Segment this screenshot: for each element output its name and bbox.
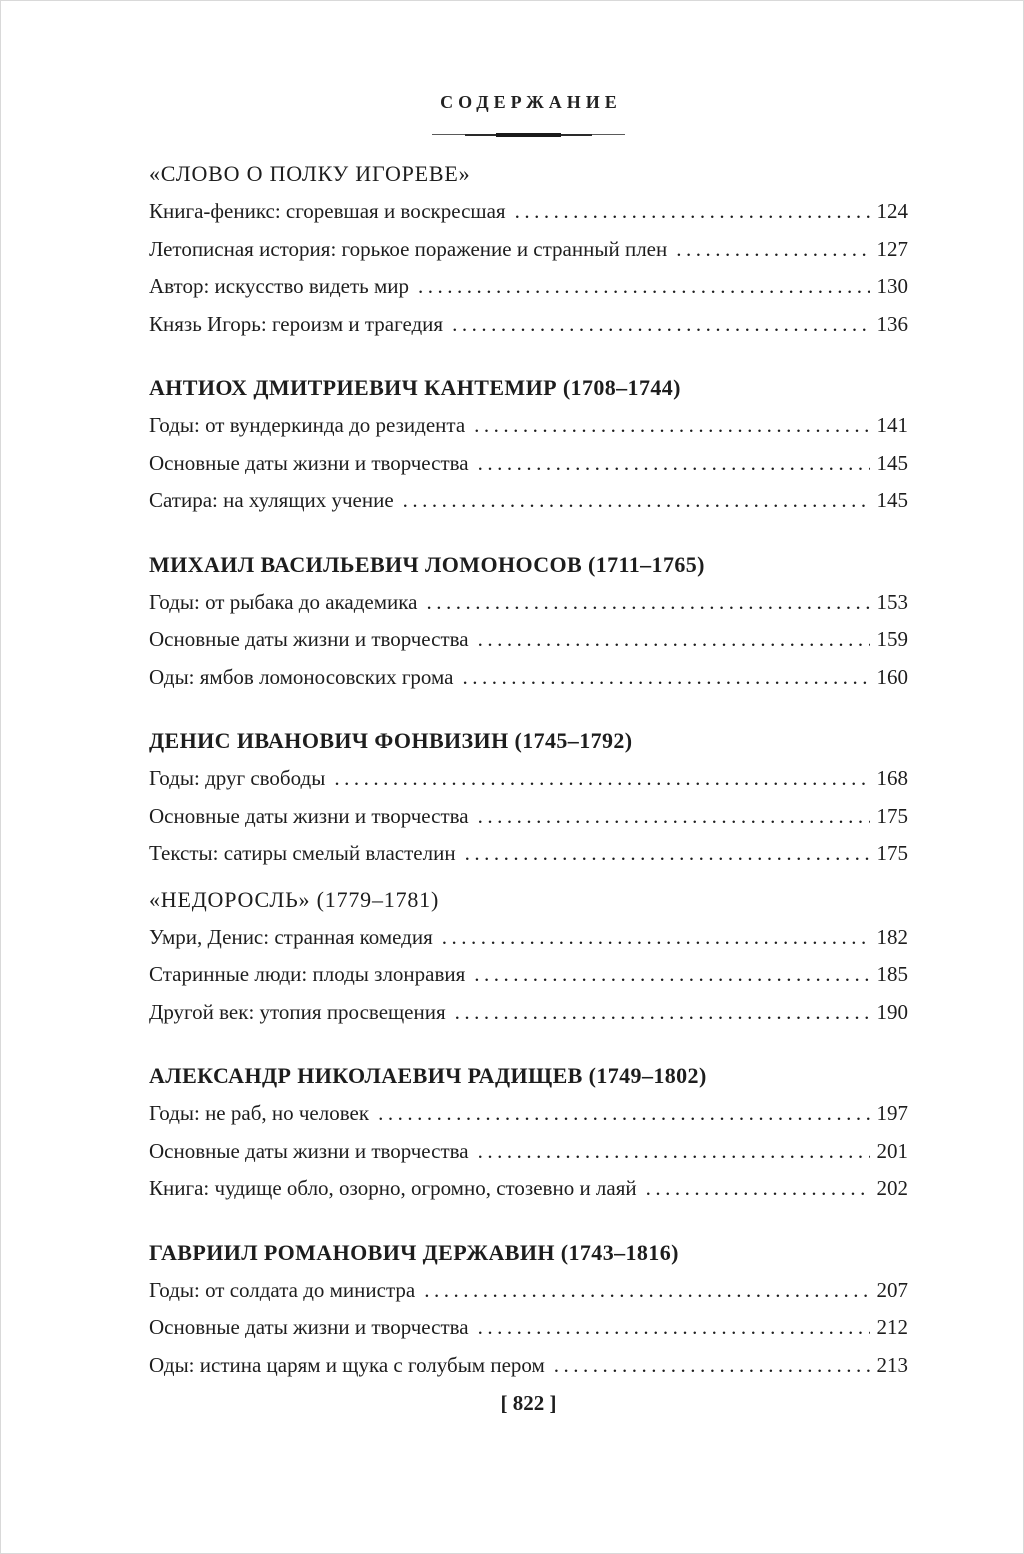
entry-page-number: 175 xyxy=(876,841,908,865)
entry-page-number: 212 xyxy=(876,1315,908,1339)
dot-leader xyxy=(465,835,870,873)
dot-leader xyxy=(455,994,870,1032)
dot-leader xyxy=(478,1309,870,1347)
toc-entry xyxy=(149,193,908,231)
section-heading: АЛЕКСАНДР НИКОЛАЕВИЧ РАДИЩЕВ (1749–1802) xyxy=(149,1063,707,1088)
entry-title: Основные даты жизни и творчества xyxy=(149,450,469,475)
toc-entry xyxy=(149,306,908,344)
entry-title: Старинные люди: плоды злонравия xyxy=(149,962,466,986)
dot-leader xyxy=(378,1095,869,1133)
entry-title: Оды: ямбов ломоносовских грома xyxy=(149,664,454,689)
dot-leader xyxy=(474,956,869,994)
section-heading: «СЛОВО О ПОЛКУ ИГОРЕВЕ» xyxy=(149,161,471,186)
toc-entry xyxy=(149,1347,908,1385)
entry-title: Годы: от солдата до министра xyxy=(149,1277,416,1302)
entry-title: Автор: искусство видеть мир xyxy=(149,274,410,298)
toc-entry xyxy=(149,445,908,483)
page-title: СОДЕРЖАНИЕ xyxy=(440,92,622,112)
entry-page-number: 130 xyxy=(876,274,908,298)
entry-page-number: 145 xyxy=(876,450,908,475)
section-heading: «НЕДОРОСЛЬ» (1779–1781) xyxy=(149,886,440,912)
page-footer xyxy=(149,1390,908,1416)
entry-page-number: 141 xyxy=(876,413,908,437)
entry-title: Тексты: сатиры смелый властелин xyxy=(149,841,456,865)
toc-entry xyxy=(149,659,908,697)
toc-entry xyxy=(149,1309,908,1347)
toc-entry xyxy=(149,835,908,873)
toc-entry xyxy=(149,231,908,269)
toc-entry xyxy=(149,994,908,1032)
toc-entry xyxy=(149,798,908,836)
toc-entry xyxy=(149,621,908,659)
entry-title: Другой век: утопия просвещения xyxy=(149,999,446,1024)
dot-leader xyxy=(478,1133,870,1171)
entry-page-number: 182 xyxy=(876,924,908,949)
entry-title: Умри, Денис: странная комедия xyxy=(149,924,433,949)
entry-page-number: 124 xyxy=(876,199,908,223)
toc-entry xyxy=(149,956,908,994)
entry-page-number: 145 xyxy=(876,488,908,512)
dot-leader xyxy=(463,659,870,697)
section-heading: ДЕНИС ИВАНОВИЧ ФОНВИЗИН (1745–1792) xyxy=(149,728,633,753)
dot-leader xyxy=(676,231,869,269)
entry-page-number: 207 xyxy=(876,1277,908,1302)
dot-leader xyxy=(424,1272,869,1310)
toc-entry xyxy=(149,1133,908,1171)
table-of-contents xyxy=(149,155,908,1384)
dot-leader xyxy=(418,268,869,306)
entry-page-number: 159 xyxy=(876,627,908,651)
entry-title: Основные даты жизни и творчества xyxy=(149,1138,469,1163)
toc-entry xyxy=(149,407,908,445)
entry-title: Оды: истина царям и щука с голубым пером xyxy=(149,1352,545,1377)
dot-leader xyxy=(554,1347,870,1385)
entry-page-number: 185 xyxy=(876,962,908,986)
entry-page-number: 201 xyxy=(876,1138,908,1163)
entry-page-number: 160 xyxy=(876,664,908,689)
dot-leader xyxy=(334,760,869,798)
entry-page-number: 197 xyxy=(876,1101,908,1125)
entry-title: Основные даты жизни и творчества xyxy=(149,627,469,651)
toc-entry xyxy=(149,1170,908,1208)
dot-leader xyxy=(515,193,870,231)
entry-title: Годы: друг свободы xyxy=(149,766,326,790)
dot-leader xyxy=(478,621,870,659)
dot-leader xyxy=(452,306,869,344)
toc-entry xyxy=(149,1095,908,1133)
toc-entry xyxy=(149,584,908,622)
entry-page-number: 175 xyxy=(876,803,908,828)
divider-core-line xyxy=(496,133,562,137)
entry-title: Годы: от рыбака до академика xyxy=(149,589,418,614)
dot-leader xyxy=(403,482,870,520)
entry-page-number: 127 xyxy=(876,236,908,261)
entry-page-number: 202 xyxy=(876,1176,908,1200)
dot-leader xyxy=(474,407,869,445)
dot-leader xyxy=(646,1170,870,1208)
entry-title: Годы: не раб, но человек xyxy=(149,1101,370,1125)
page-content xyxy=(149,88,908,1384)
section-heading: ГАВРИИЛ РОМАНОВИЧ ДЕРЖАВИН (1743–1816) xyxy=(149,1239,679,1265)
entry-title: Летописная история: горькое поражение и странный плен xyxy=(149,236,668,261)
dot-leader xyxy=(427,584,870,622)
entry-title: Сатира: на хулящих учение xyxy=(149,488,394,512)
decorative-divider xyxy=(432,133,625,137)
entry-page-number: 213 xyxy=(876,1352,908,1377)
toc-entry xyxy=(149,482,908,520)
page-number: [ 822 ] xyxy=(500,1391,557,1415)
section-heading: МИХАИЛ ВАСИЛЬЕВИЧ ЛОМОНОСОВ (1711–1765) xyxy=(149,551,705,577)
section-heading: АНТИОХ ДМИТРИЕВИЧ КАНТЕМИР (1708–1744) xyxy=(149,375,681,400)
dot-leader xyxy=(478,445,870,483)
entry-page-number: 136 xyxy=(876,311,908,336)
dot-leader xyxy=(478,798,870,836)
toc-entry xyxy=(149,1272,908,1310)
entry-title: Книга-феникс: сгоревшая и воскресшая xyxy=(149,199,506,223)
entry-page-number: 168 xyxy=(876,766,908,790)
entry-page-number: 190 xyxy=(876,999,908,1024)
dot-leader xyxy=(442,919,870,957)
toc-entry xyxy=(149,268,908,306)
entry-title: Основные даты жизни и творчества xyxy=(149,803,469,828)
entry-page-number: 153 xyxy=(876,589,908,614)
entry-title: Годы: от вундеркинда до резидента xyxy=(149,413,466,437)
toc-entry xyxy=(149,760,908,798)
entry-title: Основные даты жизни и творчества xyxy=(149,1315,469,1339)
toc-entry xyxy=(149,919,908,957)
entry-title: Книга: чудище обло, озорно, огромно, стозевно и лаяй xyxy=(149,1176,637,1200)
entry-title: Князь Игорь: героизм и трагедия xyxy=(149,311,444,336)
